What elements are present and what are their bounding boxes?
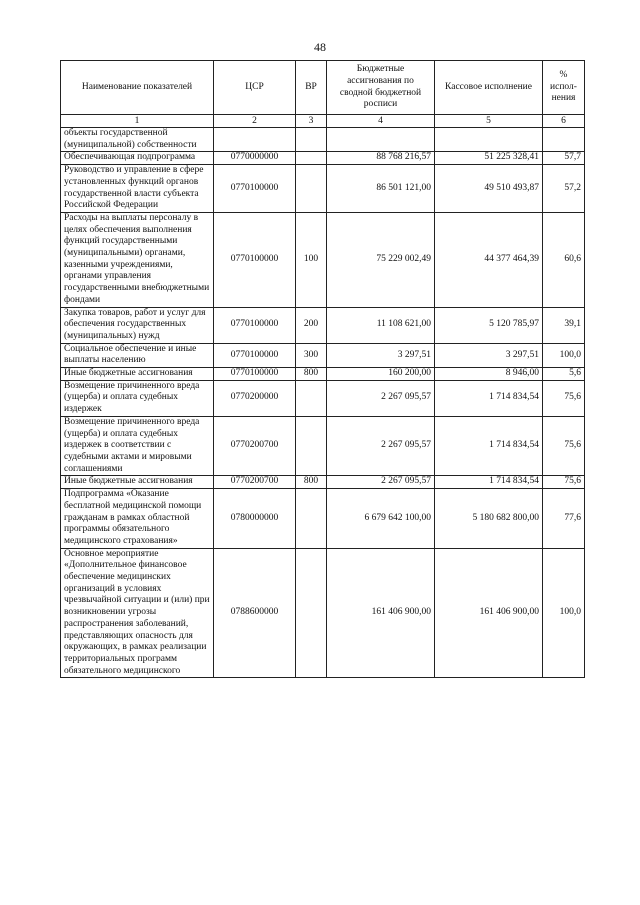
execution-percent: 5,6: [543, 368, 585, 381]
cash-amount: 1 714 834,54: [435, 416, 543, 476]
header-indicator-name: Наименование показателей: [61, 61, 214, 115]
column-number: 3: [296, 115, 327, 128]
execution-percent: [543, 128, 585, 152]
table-row: [61, 416, 585, 476]
table-row: [61, 476, 585, 489]
column-number: 5: [435, 115, 543, 128]
table-row: [61, 212, 585, 307]
table-row: [61, 368, 585, 381]
vr-code: 800: [296, 368, 327, 381]
header-execution-percent: % испол-нения: [543, 61, 585, 115]
csr-code: 0770200700: [214, 416, 296, 476]
vr-code: 300: [296, 343, 327, 367]
vr-code: [296, 548, 327, 678]
table-row: [61, 152, 585, 165]
execution-percent: 100,0: [543, 343, 585, 367]
indicator-name: Руководство и управление в сфере установленных функций органов государственной власти субъекта Российской Федерации: [61, 165, 214, 213]
header-budget-allocations: Бюджетные ассигнования по сводной бюджетной росписи: [327, 61, 435, 115]
vr-code: 200: [296, 307, 327, 343]
cash-amount: 1 714 834,54: [435, 476, 543, 489]
vr-code: [296, 165, 327, 213]
column-number-row: [61, 115, 585, 128]
execution-percent: 57,7: [543, 152, 585, 165]
vr-code: 800: [296, 476, 327, 489]
indicator-name: Подпрограмма «Оказание бесплатной медицинской помощи гражданам в рамках областной программы обязательного медицинского страхования»: [61, 489, 214, 549]
budget-amount: [327, 128, 435, 152]
cash-amount: 3 297,51: [435, 343, 543, 367]
page-number: 48: [314, 40, 326, 54]
csr-code: 0780000000: [214, 489, 296, 549]
csr-code: 0770100000: [214, 165, 296, 213]
execution-percent: 100,0: [543, 548, 585, 678]
budget-amount: 2 267 095,57: [327, 476, 435, 489]
cash-amount: 51 225 328,41: [435, 152, 543, 165]
indicator-name: Иные бюджетные ассигнования: [61, 368, 214, 381]
execution-percent: 75,6: [543, 476, 585, 489]
indicator-name: Основное мероприятие «Дополнительное финансовое обеспечение медицинских организаций в условиях чрезвычайной ситуации и (или) при возникновении угрозы распространения заболеваний, представляющих опасность для окружающих, в рамках реализации территориальных программ обязательного медицинского: [61, 548, 214, 678]
csr-code: 0770100000: [214, 368, 296, 381]
csr-code: 0770100000: [214, 343, 296, 367]
csr-code: 0770100000: [214, 212, 296, 307]
table-row: [61, 307, 585, 343]
execution-percent: 60,6: [543, 212, 585, 307]
cash-amount: 44 377 464,39: [435, 212, 543, 307]
indicator-name: Социальное обеспечение и иные выплаты населению: [61, 343, 214, 367]
indicator-name: Иные бюджетные ассигнования: [61, 476, 214, 489]
execution-percent: 77,6: [543, 489, 585, 549]
column-number: 1: [61, 115, 214, 128]
execution-percent: 39,1: [543, 307, 585, 343]
budget-amount: 161 406 900,00: [327, 548, 435, 678]
header-csr: ЦСР: [214, 61, 296, 115]
table-row: [61, 489, 585, 549]
header-vr: ВР: [296, 61, 327, 115]
execution-percent: 75,6: [543, 380, 585, 416]
vr-code: [296, 152, 327, 165]
vr-code: [296, 128, 327, 152]
budget-amount: 11 108 621,00: [327, 307, 435, 343]
execution-percent: 75,6: [543, 416, 585, 476]
csr-code: [214, 128, 296, 152]
vr-code: [296, 380, 327, 416]
csr-code: 0770000000: [214, 152, 296, 165]
budget-amount: 160 200,00: [327, 368, 435, 381]
csr-code: 0770200700: [214, 476, 296, 489]
execution-percent: 57,2: [543, 165, 585, 213]
budget-amount: 88 768 216,57: [327, 152, 435, 165]
indicator-name: Возмещение причиненного вреда (ущерба) и оплата судебных издержек в соответствии с судебными актами и мировыми соглашениями: [61, 416, 214, 476]
csr-code: 0788600000: [214, 548, 296, 678]
budget-amount: 86 501 121,00: [327, 165, 435, 213]
column-number: 4: [327, 115, 435, 128]
indicator-name: Расходы на выплаты персоналу в целях обеспечения выполнения функций государственными (муниципальными) органами, казенными учреждениями, органами управления государственными внебюджетными фондами: [61, 212, 214, 307]
table-row: [61, 128, 585, 152]
budget-amount: 3 297,51: [327, 343, 435, 367]
indicator-name: Обеспечивающая подпрограмма: [61, 152, 214, 165]
cash-amount: 5 180 682 800,00: [435, 489, 543, 549]
budget-amount: 2 267 095,57: [327, 380, 435, 416]
table-row: [61, 343, 585, 367]
csr-code: 0770100000: [214, 307, 296, 343]
table-row: [61, 548, 585, 678]
cash-amount: 49 510 493,87: [435, 165, 543, 213]
column-number: 6: [543, 115, 585, 128]
cash-amount: 5 120 785,97: [435, 307, 543, 343]
header-cash-execution: Кассовое исполнение: [435, 61, 543, 115]
indicator-name: Закупка товаров, работ и услуг для обеспечения государственных (муниципальных) нужд: [61, 307, 214, 343]
table-header-row: [61, 61, 585, 115]
budget-amount: 6 679 642 100,00: [327, 489, 435, 549]
cash-amount: 161 406 900,00: [435, 548, 543, 678]
column-number: 2: [214, 115, 296, 128]
budget-amount: 75 229 002,49: [327, 212, 435, 307]
indicator-name: Возмещение причиненного вреда (ущерба) и оплата судебных издержек: [61, 380, 214, 416]
table-row: [61, 165, 585, 213]
vr-code: [296, 416, 327, 476]
vr-code: 100: [296, 212, 327, 307]
budget-execution-table: [60, 60, 585, 678]
indicator-name: объекты государственной (муниципальной) собственности: [61, 128, 214, 152]
budget-amount: 2 267 095,57: [327, 416, 435, 476]
vr-code: [296, 489, 327, 549]
cash-amount: [435, 128, 543, 152]
cash-amount: 1 714 834,54: [435, 380, 543, 416]
table-row: [61, 380, 585, 416]
csr-code: 0770200000: [214, 380, 296, 416]
cash-amount: 8 946,00: [435, 368, 543, 381]
